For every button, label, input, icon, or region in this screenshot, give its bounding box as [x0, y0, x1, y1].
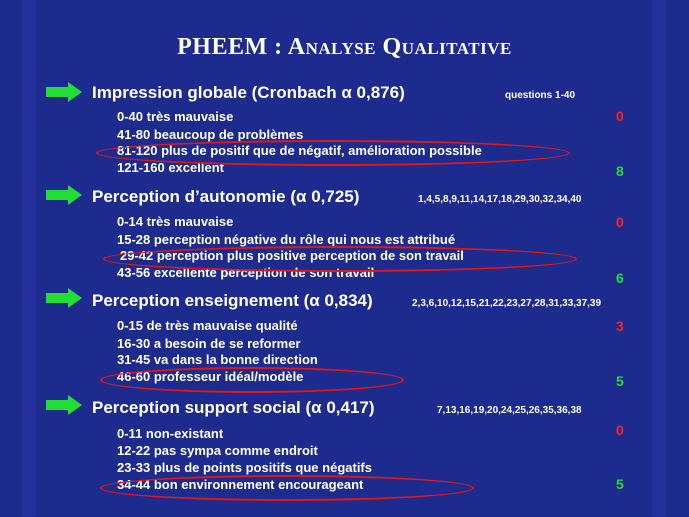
list-item: 0-15 de très mauvaise qualité: [117, 318, 298, 333]
section-heading-autonomie: Perception d’autonomie (α 0,725): [92, 187, 360, 206]
list-item: 0-11 non-existant: [117, 426, 224, 441]
list-item: 43-56 excellente perception de son travail: [117, 265, 375, 280]
section-heading-enseignement: Perception enseignement (α 0,834): [92, 291, 373, 310]
list-item: 12-22 pas sympa comme endroit: [117, 443, 318, 458]
section-questions-support-social: 7,13,16,19,20,24,25,26,35,36,38: [437, 405, 582, 416]
count-low: 3: [616, 318, 624, 334]
list-item: 23-33 plus de points positifs que négatifs: [117, 460, 372, 475]
list-item: 46-60 professeur idéal/modèle: [117, 369, 304, 384]
right-decor-strip: [652, 0, 666, 517]
count-low: 0: [616, 108, 624, 124]
section-heading-support-social: Perception support social (α 0,417): [92, 398, 375, 417]
highlight-oval: [100, 367, 404, 393]
count-high: 5: [616, 373, 624, 389]
count-high: 8: [616, 163, 624, 179]
section-questions-enseignement: 2,3,6,10,12,15,21,22,23,27,28,31,33,37,39: [412, 298, 602, 309]
count-low: 0: [616, 422, 624, 438]
section-questions-impression: questions 1-40: [505, 90, 576, 101]
list-item: 41-80 beaucoup de problèmes: [117, 127, 304, 142]
list-item: 16-30 a besoin de se reformer: [117, 336, 301, 351]
list-item: 0-14 très mauvaise: [117, 214, 234, 229]
slide-title: PHEEM : Analyse Qualitative: [177, 34, 512, 60]
highlight-oval: [103, 246, 577, 272]
count-high: 5: [616, 476, 624, 492]
left-decor-strip: [22, 0, 36, 517]
list-item: 34-44 bon environnement encourageant: [117, 477, 364, 492]
list-item: 29-42 perception plus positive perception de son travail: [120, 248, 464, 263]
list-item: 81-120 plus de positif que de négatif, amélioration possible: [117, 143, 482, 158]
arrow-right-icon: [46, 288, 82, 308]
arrow-right-icon: [46, 82, 82, 102]
section-heading-impression: Impression globale (Cronbach α 0,876): [92, 83, 405, 102]
arrow-right-icon: [46, 185, 82, 205]
highlight-oval: [100, 475, 474, 501]
list-item: 121-160 excellent: [117, 160, 224, 175]
count-high: 6: [616, 270, 624, 286]
list-item: 31-45 va dans la bonne direction: [117, 352, 318, 367]
arrow-right-icon: [46, 395, 82, 415]
section-questions-autonomie: 1,4,5,8,9,11,14,17,18,29,30,32,34,40: [418, 194, 582, 205]
count-low: 0: [616, 214, 624, 230]
highlight-oval: [96, 140, 570, 166]
list-item: 15-28 perception négative du rôle qui nous est attribué: [117, 232, 456, 247]
list-item: 0-40 très mauvaise: [117, 109, 234, 124]
